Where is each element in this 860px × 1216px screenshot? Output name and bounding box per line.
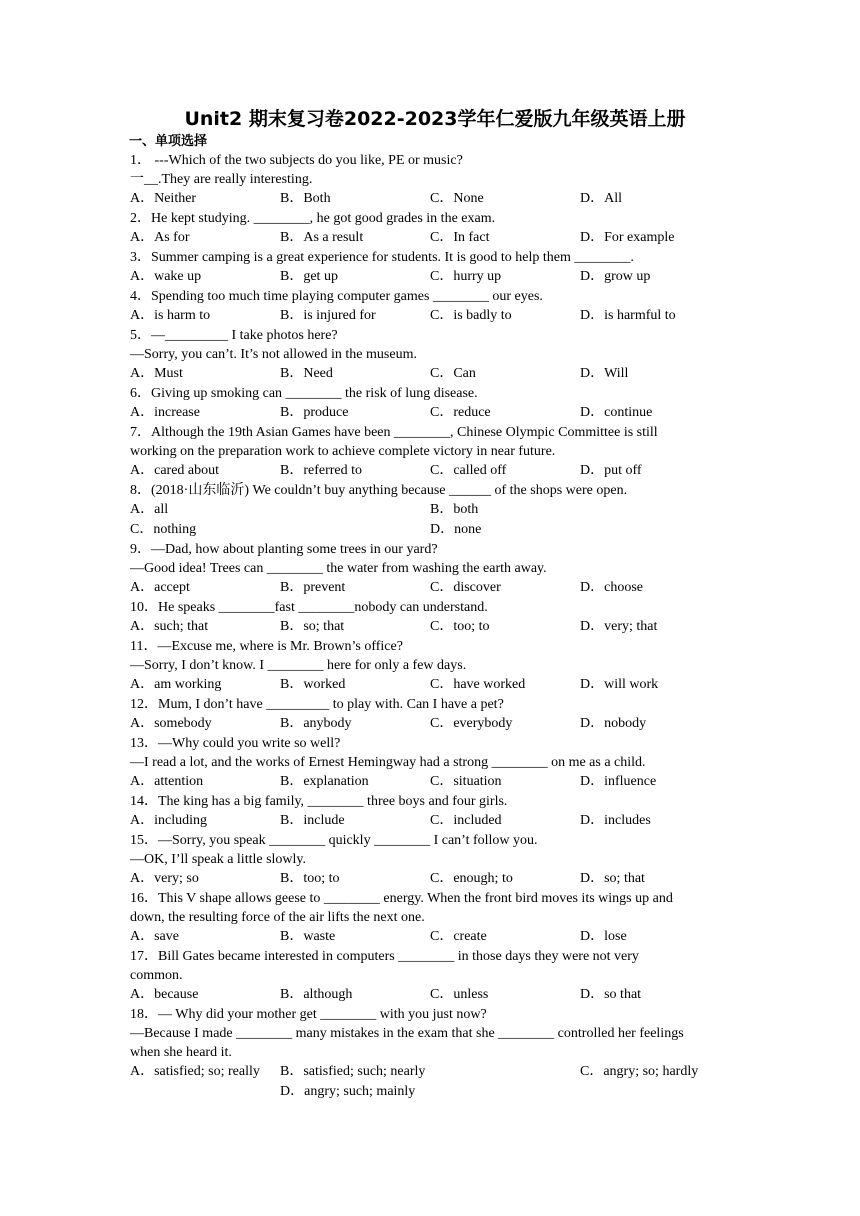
- option-b[interactable]: B．although: [280, 987, 353, 1002]
- option-a[interactable]: A．save: [130, 929, 179, 944]
- option-d[interactable]: D．will work: [580, 677, 659, 692]
- options-row: [130, 617, 740, 637]
- option-b[interactable]: B．worked: [280, 677, 346, 692]
- question-1: [130, 151, 740, 209]
- option-a[interactable]: A．such; that: [130, 619, 209, 634]
- option-c[interactable]: C．hurry up: [430, 269, 502, 284]
- option-b[interactable]: B．waste: [280, 929, 336, 944]
- option-d[interactable]: D．All: [580, 191, 622, 206]
- option-a[interactable]: A．As for: [130, 230, 190, 245]
- question-4: [130, 287, 740, 326]
- option-a[interactable]: A．cared about: [130, 463, 220, 478]
- option-d[interactable]: D．choose: [580, 580, 643, 595]
- question-16: [130, 889, 740, 947]
- options-row: [130, 811, 740, 831]
- option-d[interactable]: D．grow up: [580, 269, 651, 284]
- options-row: [130, 985, 740, 1005]
- question-11: [130, 637, 740, 695]
- options-row: [130, 306, 740, 326]
- question-5: [130, 326, 740, 384]
- option-a[interactable]: A．very; so: [130, 871, 199, 886]
- option-b[interactable]: B．Need: [280, 366, 333, 381]
- options-row: [130, 772, 740, 792]
- question-stem-line: 17．Bill Gates became interested in computers ________ in those days they were not very: [130, 949, 639, 964]
- question-stem-line: 一__.They are really interesting.: [130, 172, 313, 187]
- question-10: [130, 598, 740, 637]
- options-row: [130, 714, 740, 734]
- option-d[interactable]: D．nobody: [580, 716, 647, 731]
- question-stem-line: 6．Giving up smoking can ________ the risk of lung disease.: [130, 386, 478, 401]
- options-row: [130, 675, 740, 695]
- option-a[interactable]: A．accept: [130, 580, 190, 595]
- question-stem-line: 11．—Excuse me, where is Mr. Brown’s office?: [130, 639, 403, 654]
- option-d[interactable]: D．put off: [580, 463, 642, 478]
- option-a[interactable]: A．Neither: [130, 191, 197, 206]
- option-c[interactable]: C．is badly to: [430, 308, 512, 323]
- question-7: [130, 423, 740, 481]
- options-row: [130, 578, 740, 598]
- option-d[interactable]: D．very; that: [580, 619, 658, 634]
- question-stem-line: 9．—Dad, how about planting some trees in our yard?: [130, 542, 438, 557]
- options-row: [130, 228, 740, 248]
- question-stem-line: 12．Mum, I don’t have _________ to play with. Can I have a pet?: [130, 697, 504, 712]
- question-stem-line: —Because I made ________ many mistakes in the exam that she ________ controlled her feelings: [130, 1026, 684, 1041]
- option-a[interactable]: A．increase: [130, 405, 200, 420]
- option-b[interactable]: B．satisfied; such; nearly: [280, 1064, 426, 1079]
- question-stem-line: 16．This V shape allows geese to ________ energy. When the front bird moves its wings up and: [130, 891, 673, 906]
- document-title: Unit2 期末复习卷2022-2023学年仁爱版九年级英语上册: [184, 108, 686, 130]
- option-b[interactable]: B．both: [430, 502, 479, 517]
- option-b[interactable]: B．prevent: [280, 580, 346, 595]
- option-d[interactable]: D．includes: [580, 813, 651, 828]
- option-b[interactable]: B．get up: [280, 269, 338, 284]
- option-d[interactable]: D．continue: [580, 405, 653, 420]
- option-c[interactable]: C．included: [430, 813, 502, 828]
- option-d[interactable]: D．For example: [580, 230, 675, 245]
- question-6: [130, 384, 740, 423]
- option-c[interactable]: C．nothing: [130, 522, 197, 537]
- option-b[interactable]: B．produce: [280, 405, 349, 420]
- section-heading: 一、单项选择: [129, 134, 208, 149]
- option-c[interactable]: C．angry; so; hardly: [580, 1064, 699, 1079]
- option-b[interactable]: B．so; that: [280, 619, 345, 634]
- question-17: [130, 947, 740, 1005]
- options-row: [130, 1082, 740, 1102]
- question-stem-line: 8．(2018·山东临沂) We couldn’t buy anything because ______ of the shops were open.: [130, 483, 628, 498]
- question-stem-line: 1． ---Which of the two subjects do you like, PE or music?: [130, 153, 463, 168]
- question-stem-line: common.: [130, 968, 183, 983]
- options-row: [130, 364, 740, 384]
- option-b[interactable]: B．explanation: [280, 774, 369, 789]
- option-a[interactable]: A．Must: [130, 366, 183, 381]
- option-c[interactable]: C．called off: [430, 463, 507, 478]
- question-13: [130, 734, 740, 792]
- option-a[interactable]: A．wake up: [130, 269, 202, 284]
- option-d[interactable]: D．so; that: [580, 871, 645, 886]
- question-stem-line: down, the resulting force of the air lifts the next one.: [130, 910, 425, 925]
- option-c[interactable]: C．In fact: [430, 230, 490, 245]
- option-c[interactable]: C．reduce: [430, 405, 491, 420]
- option-a[interactable]: A．somebody: [130, 716, 212, 731]
- option-c[interactable]: C．have worked: [430, 677, 526, 692]
- options-row: [130, 1062, 740, 1082]
- option-a[interactable]: A．am working: [130, 677, 222, 692]
- option-c[interactable]: C．create: [430, 929, 487, 944]
- option-c[interactable]: C．enough; to: [430, 871, 513, 886]
- option-a[interactable]: A．is harm to: [130, 308, 211, 323]
- option-c[interactable]: C．None: [430, 191, 484, 206]
- option-a[interactable]: A．because: [130, 987, 199, 1002]
- option-b[interactable]: B．anybody: [280, 716, 352, 731]
- question-stem-line: —Sorry, you can’t. It’s not allowed in the museum.: [130, 347, 417, 362]
- option-c[interactable]: C．too; to: [430, 619, 490, 634]
- option-d[interactable]: D．is harmful to: [580, 308, 676, 323]
- question-2: [130, 209, 740, 248]
- option-d[interactable]: D．none: [430, 522, 482, 537]
- options-row: [130, 189, 740, 209]
- question-stem-line: working on the preparation work to achieve complete victory in near future.: [130, 444, 556, 459]
- options-row: [130, 869, 740, 889]
- question-stem-line: 10．He speaks ________fast ________nobody can understand.: [130, 600, 488, 615]
- options-row: [130, 461, 740, 481]
- options-row: [130, 520, 740, 540]
- question-stem-line: —Good idea! Trees can ________ the water from washing the earth away.: [130, 561, 547, 576]
- option-d[interactable]: D．lose: [580, 929, 627, 944]
- question-stem-line: —Sorry, I don’t know. I ________ here for only a few days.: [130, 658, 467, 673]
- option-a[interactable]: A．satisfied; so; really: [130, 1064, 260, 1079]
- question-stem-line: —I read a lot, and the works of Ernest Hemingway had a strong ________ on me as a child.: [130, 755, 646, 770]
- option-d[interactable]: D．influence: [580, 774, 657, 789]
- option-c[interactable]: C．Can: [430, 366, 476, 381]
- options-row: [130, 403, 740, 423]
- question-9: [130, 540, 740, 598]
- question-stem-line: 15．—Sorry, you speak ________ quickly ________ I can’t follow you.: [130, 833, 538, 848]
- question-stem-line: 7．Although the 19th Asian Games have been ________, Chinese Olympic Committee is still: [130, 425, 658, 440]
- option-d[interactable]: D．Will: [580, 366, 629, 381]
- option-b[interactable]: B．too; to: [280, 871, 340, 886]
- option-a[interactable]: A．all: [130, 502, 169, 517]
- options-row: [130, 267, 740, 287]
- option-a[interactable]: A．including: [130, 813, 207, 828]
- option-c[interactable]: C．discover: [430, 580, 501, 595]
- option-d[interactable]: D．so that: [580, 987, 642, 1002]
- question-stem-line: 4．Spending too much time playing computer games ________ our eyes.: [130, 289, 543, 304]
- question-stem-line: 13．—Why could you write so well?: [130, 736, 341, 751]
- question-stem-line: 3．Summer camping is a great experience for students. It is good to help them ________.: [130, 250, 634, 265]
- option-b[interactable]: B．is injured for: [280, 308, 376, 323]
- option-d[interactable]: D．angry; such; mainly: [280, 1084, 416, 1099]
- options-row: [130, 500, 740, 520]
- question-3: [130, 248, 740, 287]
- question-8: [130, 481, 740, 540]
- question-stem-line: 14．The king has a big family, ________ three boys and four girls.: [130, 794, 508, 809]
- question-list: [130, 151, 740, 1102]
- option-c[interactable]: C．everybody: [430, 716, 513, 731]
- question-stem-line: 5．—_________ I take photos here?: [130, 328, 338, 343]
- question-stem-line: when she heard it.: [130, 1045, 232, 1060]
- option-b[interactable]: B．Both: [280, 191, 331, 206]
- option-c[interactable]: C．unless: [430, 987, 489, 1002]
- question-stem-line: 2．He kept studying. ________, he got good grades in the exam.: [130, 211, 496, 226]
- question-18: [130, 1005, 740, 1102]
- option-b[interactable]: B．referred to: [280, 463, 363, 478]
- question-12: [130, 695, 740, 734]
- question-14: [130, 792, 740, 831]
- document-page: [130, 106, 740, 1102]
- question-stem-line: —OK, I’ll speak a little slowly.: [130, 852, 307, 867]
- options-row: [130, 927, 740, 947]
- option-b[interactable]: B．include: [280, 813, 345, 828]
- question-15: [130, 831, 740, 889]
- option-c[interactable]: C．situation: [430, 774, 502, 789]
- question-stem-line: 18．— Why did your mother get ________ with you just now?: [130, 1007, 487, 1022]
- option-b[interactable]: B．As a result: [280, 230, 364, 245]
- option-a[interactable]: A．attention: [130, 774, 204, 789]
